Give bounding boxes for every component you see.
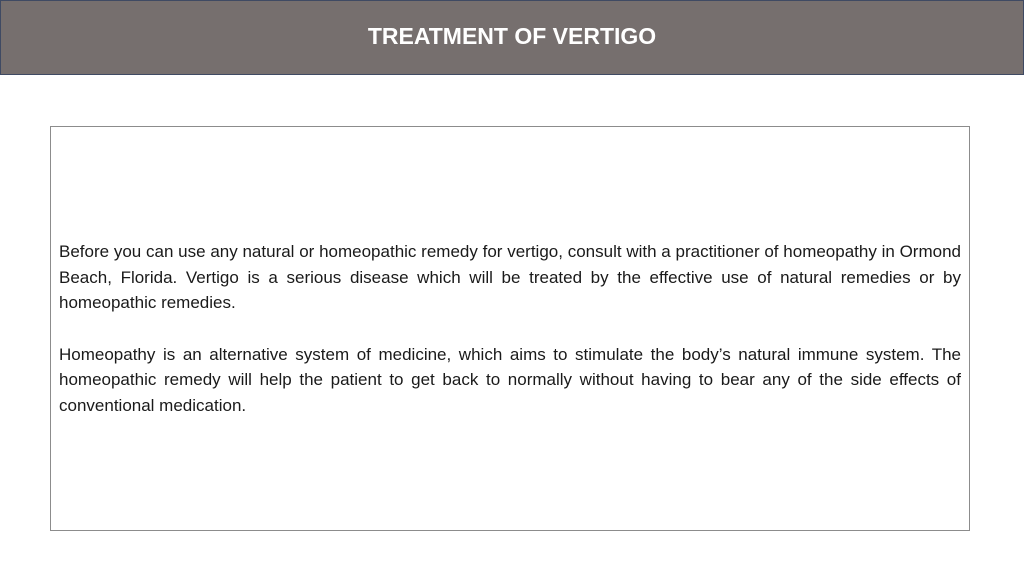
content-box	[50, 126, 970, 531]
title-bar	[0, 0, 1024, 75]
paragraph-homeopathy: Homeopathy is an alternative system of medicine, which aims to stimulate the body’s natural immune system. The homeopathic remedy will help the patient to get back to normally without having to bear any of the side effects of conventional medication.	[59, 344, 961, 415]
page-title: TREATMENT OF VERTIGO	[367, 23, 657, 49]
paragraph-intro: Before you can use any natural or homeopathic remedy for vertigo, consult with a practitioner of homeopathy in Ormond Beach, Florida. Vertigo is a serious disease which will be treated by the effective use of natural remedies or by homeopathic remedies.	[59, 242, 961, 312]
